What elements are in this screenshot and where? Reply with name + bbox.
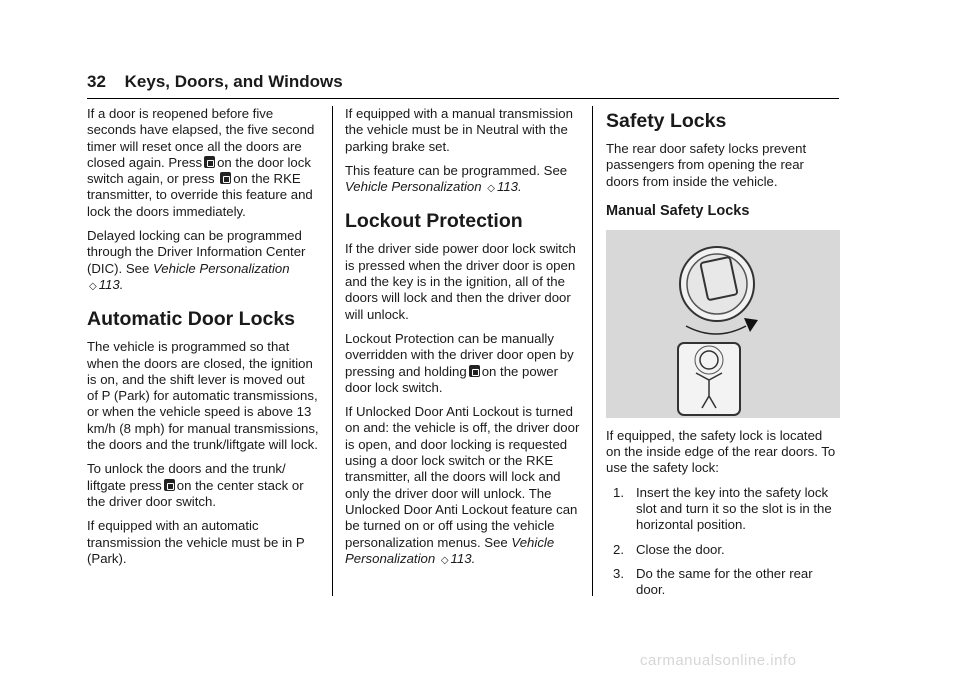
page-number: 32 (87, 72, 106, 91)
paragraph: The vehicle is programmed so that when the doors are closed, the ignition is on, and the shift lever is moved out of P (Park) for automatic transmissions, or when the vehicle speed is above 13 km/h (8 mph) for manual transmissions, the doors and the trunk/liftgate will lock. (87, 339, 319, 453)
paragraph: Lockout Protection can be manually overridden with the driver door open by pressing and holding on the power door lock switch. (345, 330, 574, 395)
page-ref-arrow-icon: ◇ (440, 554, 449, 566)
safety-lock-illustration (606, 230, 840, 418)
watermark: carmanualsonline.info (640, 652, 797, 669)
list-item: 3. Do the same for the other rear door. (613, 565, 813, 598)
paragraph: To unlock the doors and the trunk/ liftgate press on the center stack or the driver door switch. (87, 461, 304, 509)
column-2 (345, 106, 581, 577)
list-item: 1. Insert the key into the safety lock slot and turn it so the slot is in the horizontal position. (613, 484, 832, 533)
paragraph: If equipped with a manual transmission the vehicle must be in Neutral with the parking brake set. (345, 106, 573, 154)
paragraph: If Unlocked Door Anti Lockout is turned on and: the vehicle is off, the driver door is open, and door locking is requested using a door lock switch or the RKE transmitter, all the doors will lock and only the driver door will unlock. The Unlocked Door Anti Lockout feature can be turned on or off using the vehicle personalization menus. See Vehicle Personalization ◇ 113. (345, 404, 580, 566)
cross-reference-link[interactable]: Vehicle Personalization ◇ 113. (345, 179, 522, 195)
paragraph: Delayed locking can be programmed through the Driver Information Center (DIC). See Vehicle Personalization ◇ 113. (87, 228, 306, 292)
child-safety-icon (678, 343, 740, 415)
subsection-heading: Manual Safety Locks (606, 202, 750, 219)
lock-icon (469, 365, 480, 377)
paragraph: If the driver side power door lock switch is pressed when the driver door is open and the key is in the ignition, all of the doors will lock and then the driver door will unlock. (345, 241, 576, 322)
lock-slot-icon (680, 247, 754, 321)
column-3 (606, 106, 840, 607)
section-heading: Automatic Door Locks (87, 308, 296, 331)
page-ref-arrow-icon: ◇ (89, 280, 97, 292)
column-1 (87, 106, 319, 575)
section-title: Keys, Doors, and Windows (124, 72, 343, 91)
paragraph: This feature can be programmed. See Vehicle Personalization ◇ 113. (345, 162, 568, 195)
cross-reference-link[interactable]: Vehicle Personalization ◇ 113. (89, 260, 290, 292)
paragraph: If a door is reopened before five seconds have elapsed, the five second timer will reset once all the doors are closed again. Press on the door lock switch again, or press on the RKE transmitter, to override this feature and lock the doors immediately. (87, 106, 315, 219)
paragraph: If equipped, the safety lock is located on the inside edge of the rear doors. To use the safety lock: (606, 427, 836, 476)
page-header (87, 72, 839, 92)
paragraph: If equipped with an automatic transmission the vehicle must be in P (Park). (87, 518, 305, 566)
page-ref-arrow-icon: ◇ (487, 183, 495, 195)
paragraph: The rear door safety locks prevent passengers from opening the rear doors from inside the vehicle. (606, 141, 807, 189)
section-heading: Lockout Protection (345, 210, 523, 233)
lock-icon (220, 172, 231, 184)
header-rule (87, 98, 839, 99)
section-heading: Safety Locks (606, 110, 727, 132)
column-divider (332, 106, 333, 596)
column-divider (592, 106, 593, 596)
numbered-list (606, 485, 840, 599)
cross-reference-link[interactable]: Vehicle Personalization ◇ 113. (345, 534, 555, 566)
unlock-icon (164, 479, 175, 491)
lock-icon (204, 156, 215, 168)
list-item: 2. Close the door. (613, 541, 725, 557)
